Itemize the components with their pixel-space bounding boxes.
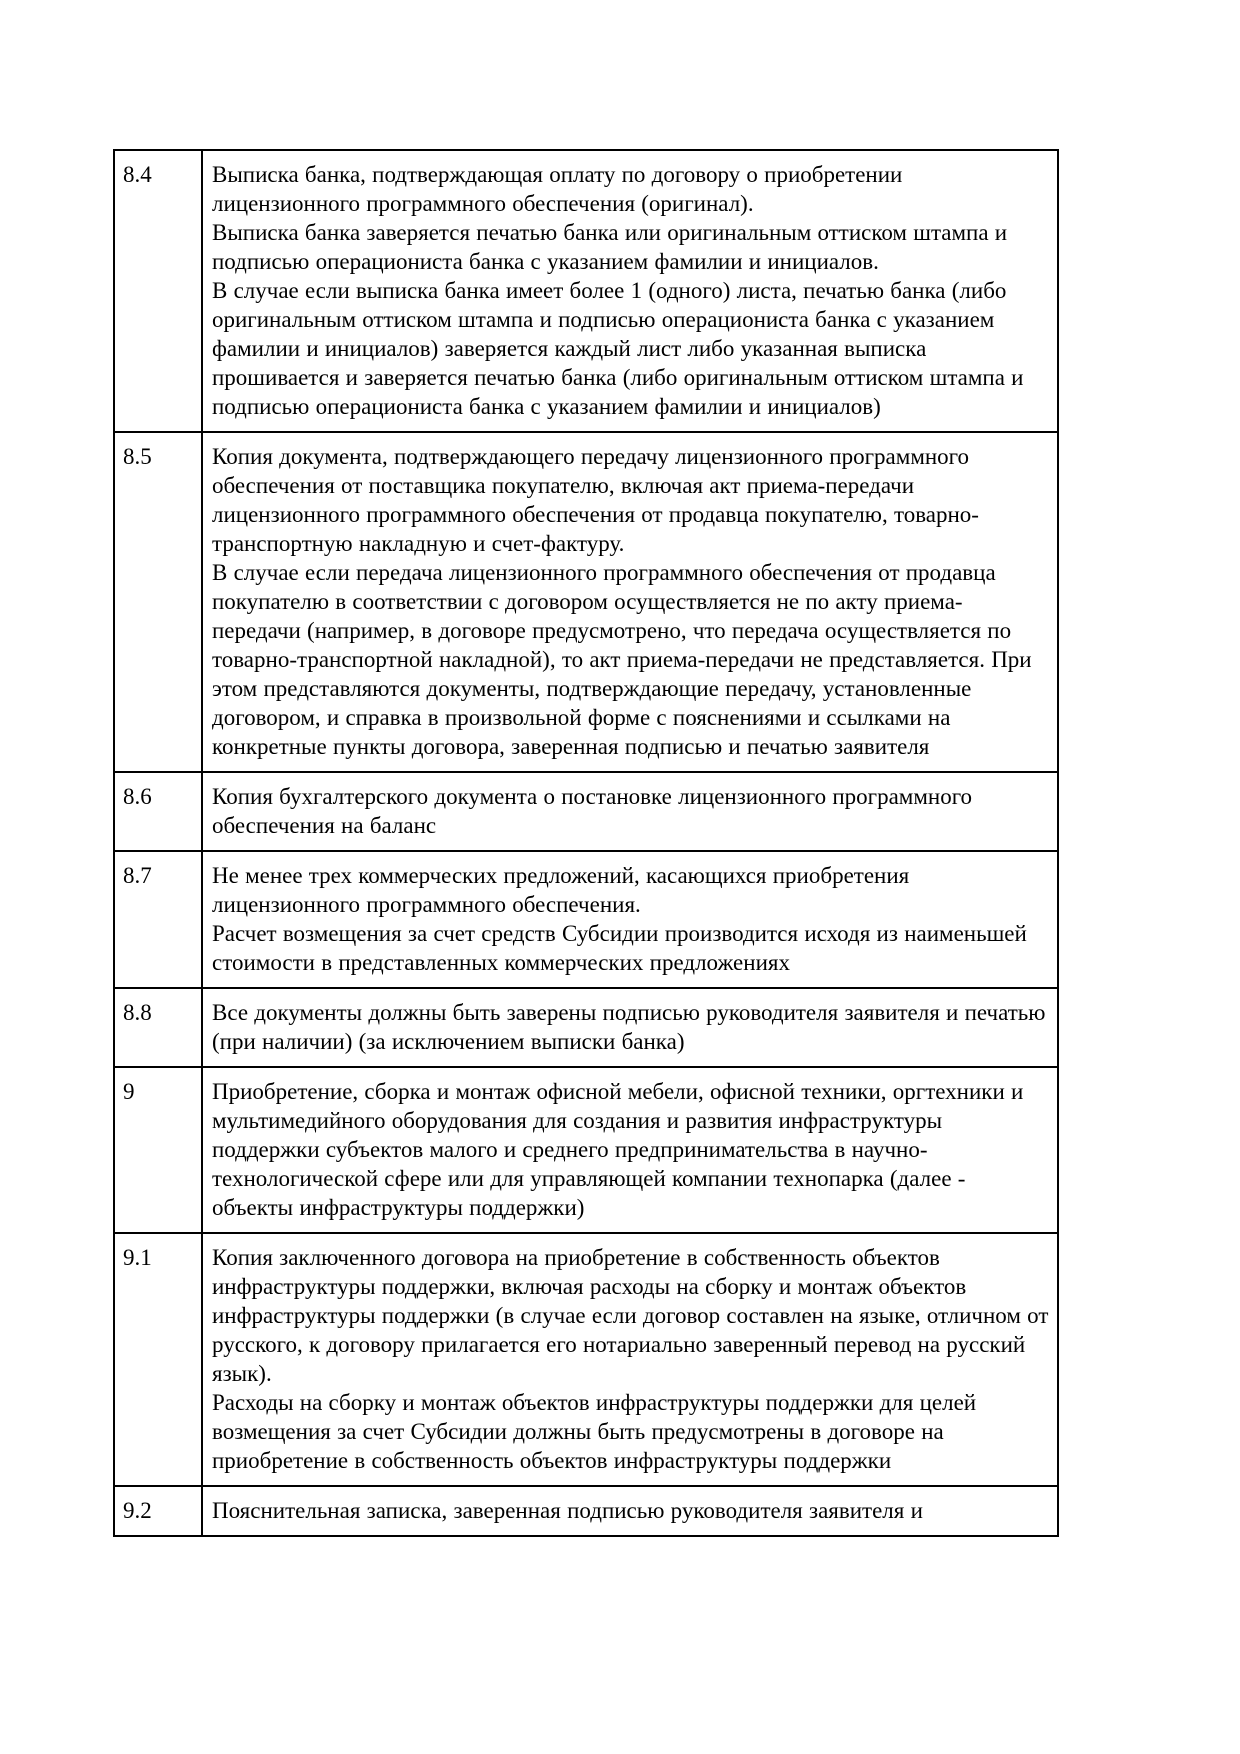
table-row bbox=[114, 1067, 1058, 1233]
row-number-cell: 9.2 bbox=[114, 1486, 202, 1536]
row-content-cell bbox=[202, 432, 1058, 772]
paragraph: Не менее трех коммерческих предложений, касающихся приобретения лицензионного программного обеспечения. bbox=[212, 863, 910, 917]
paragraph: Пояснительная записка, заверенная подписью руководителя заявителя и bbox=[212, 1498, 923, 1523]
paragraph: Выписка банка заверяется печатью банка или оригинальным оттиском штампа и подписью операциониста банка с указанием фамилии и инициалов. bbox=[212, 220, 1008, 274]
paragraph: Копия документа, подтверждающего передачу лицензионного программного обеспечения от поставщика покупателю, включая акт приема-передачи лицензионного программного обеспечения от продавца покупателю, товарно-транспортную накладную и счет-фактуру. bbox=[212, 444, 979, 556]
row-number-cell: 8.5 bbox=[114, 432, 202, 772]
table-row bbox=[114, 150, 1058, 432]
paragraph: Расчет возмещения за счет средств Субсидии производится исходя из наименьшей стоимости в представленных коммерческих предложениях bbox=[212, 921, 1027, 975]
row-number-cell: 8.8 bbox=[114, 988, 202, 1067]
row-content-cell bbox=[202, 772, 1058, 851]
paragraph: Копия заключенного договора на приобретение в собственность объектов инфраструктуры поддержки, включая расходы на сборку и монтаж объектов инфраструктуры поддержки (в случае если договор составлен на языке, отличном от русского, к договору прилагается его нотариально заверенный перевод на русский язык). bbox=[212, 1245, 1049, 1386]
paragraph: Приобретение, сборка и монтаж офисной мебели, офисной техники, оргтехники и мультимедийного оборудования для создания и развития инфраструктуры поддержки субъектов малого и среднего предпринимательства в научно-технологической сфере или для управляющей компании технопарка (далее - объекты инфраструктуры поддержки) bbox=[212, 1079, 1024, 1220]
paragraph: В случае если выписка банка имеет более 1 (одного) листа, печатью банка (либо оригинальным оттиском штампа и подписью операциониста банка с указанием фамилии и инициалов) заверяется каждый лист либо указанная выписка прошивается и заверяется печатью банка (либо оригинальным оттиском штампа и подписью операциониста банка с указанием фамилии и инициалов) bbox=[212, 278, 1024, 419]
row-content-cell bbox=[202, 1233, 1058, 1486]
row-number-cell: 8.6 bbox=[114, 772, 202, 851]
paragraph: В случае если передача лицензионного программного обеспечения от продавца покупателю в соответствии с договором осуществляется не по акту приема-передачи (например, в договоре предусмотрено, что передача осуществляется по товарно-транспортной накладной), то акт приема-передачи не представляется. При этом представляются документы, подтверждающие передачу, установленные договором, и справка в произвольной форме с пояснениями и ссылками на конкретные пункты договора, заверенная подписью и печатью заявителя bbox=[212, 560, 1032, 759]
row-content-cell bbox=[202, 150, 1058, 432]
row-content-cell bbox=[202, 851, 1058, 988]
paragraph: Копия бухгалтерского документа о постановке лицензионного программного обеспечения на баланс bbox=[212, 784, 973, 838]
table-row bbox=[114, 432, 1058, 772]
row-number-cell: 8.4 bbox=[114, 150, 202, 432]
row-number-cell: 9 bbox=[114, 1067, 202, 1233]
paragraph: Выписка банка, подтверждающая оплату по договору о приобретении лицензионного программного обеспечения (оригинал). bbox=[212, 162, 903, 216]
paragraph: Все документы должны быть заверены подписью руководителя заявителя и печатью (при наличии) (за исключением выписки банка) bbox=[212, 1000, 1046, 1054]
row-content-cell bbox=[202, 1067, 1058, 1233]
row-content-cell bbox=[202, 1486, 1058, 1536]
table-row bbox=[114, 1486, 1058, 1536]
table-row bbox=[114, 988, 1058, 1067]
row-number-cell: 9.1 bbox=[114, 1233, 202, 1486]
table-row bbox=[114, 1233, 1058, 1486]
requirements-table bbox=[113, 149, 1059, 1537]
paragraph: Расходы на сборку и монтаж объектов инфраструктуры поддержки для целей возмещения за счет Субсидии должны быть предусмотрены в договоре на приобретение в собственность объектов инфраструктуры поддержки bbox=[212, 1390, 977, 1473]
row-content-cell bbox=[202, 988, 1058, 1067]
table-row bbox=[114, 851, 1058, 988]
table-body bbox=[114, 150, 1058, 1536]
row-number-cell: 8.7 bbox=[114, 851, 202, 988]
table-row bbox=[114, 772, 1058, 851]
